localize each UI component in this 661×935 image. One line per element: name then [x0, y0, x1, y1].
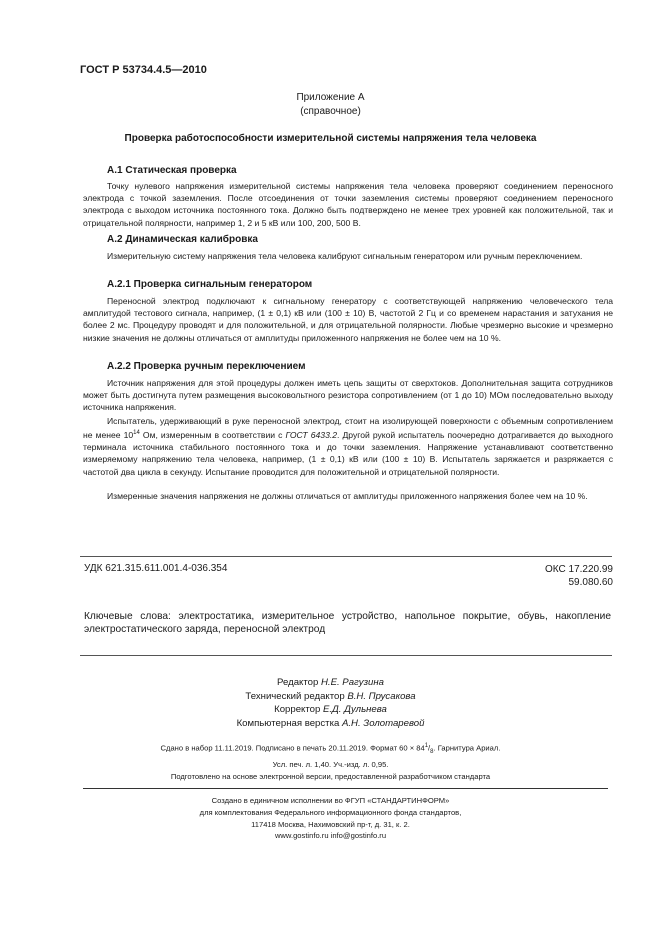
section-a1-heading: А.1 Статическая проверка [107, 165, 237, 176]
appendix-title: Приложение А [296, 92, 365, 103]
main-title: Проверка работоспособности измерительной системы напряжения тела человека [124, 133, 537, 144]
divider [80, 556, 612, 557]
divider [80, 655, 612, 656]
credits: Редактор Н.Е. Рагузина Технический редактор В.Н. Прусакова Корректор Е.Д. Дульнева Компьютерная верстка А.Н. Золотаревой [236, 677, 425, 729]
exponent: 14 [133, 430, 140, 437]
section-a22-text-3: Измеренные значения напряжения не должны отличаться от амплитуды приложенного напряжения более чем на 10 %. [107, 491, 588, 501]
divider [83, 788, 608, 789]
section-a2-text: Измерительную систему напряжения тела человека калибруют сигнальным генератором или ручным переключением. [107, 251, 583, 261]
publisher-info: Создано в единичном исполнении во ФГУП «СТАНДАРТИНФОРМ» для комплектования Федерального информационного фонда стандартов, 117418 Москва, Нахимовский пр-т, д. 31, к. 2. www.gostinfo.ru info@gostinfo.ru [199, 796, 462, 841]
oks-codes: ОКС 17.220.99 59.080.60 [545, 564, 613, 588]
section-a1-text: Точку нулевого напряжения измерительной системы напряжения тела человека проверяют соединением переносного электрода с точкой заземления. После отсоединения от точки заземления системы проверяют соединением переносного электрода с выходом источника постоянного тока. Должно быть подтверждено не менее трех уровней как положительной, так и отрицательной полярности, например 1, 2 и 5 кВ или 100, 200, 500 В. [83, 181, 613, 228]
section-a22-text-1: Источник напряжения для этой процедуры должен иметь цепь защиты от сверхтоков. Дополнительная защита сотрудников может быть достигнута путем размещения высоковольтного резистора сопротивлением (от 1 до 10) МОм последовательно выходу источника напряжения. [83, 378, 613, 413]
print-info: Сдано в набор 11.11.2019. Подписано в печать 20.11.2019. Формат $60 \times 84^1/_8$. Гарнитура Ариал. Усл. печ. л. 1,40. Уч.-изд. л. 0,95. Подготовлено на основе электронной версии, предоставленной разработчиком стандарта [160, 743, 501, 782]
udc-code: УДК 621.315.611.001.4-036.354 [84, 563, 228, 574]
appendix-subtitle: (справочное) [300, 106, 361, 117]
section-a21-heading: А.2.1 Проверка сигнальным генератором [107, 279, 313, 290]
standard-reference: ГОСТ 6433.2 [285, 430, 338, 441]
section-a22-text-2: Испытатель, удерживающий в руке переносной электрод, стоит на изолирующей поверхности с объемным сопротивлением не менее $10^{14}$ Ом, измеренным в соответствии с ГОСТ 6433.2. Другой рукой испытатель поочередно дотрагивается до выходного терминала источника стабильного постоянного тока и до точки заземления. Напряжение устанавливают соответственно измеряемому напряжению тела человека, например, (1 ± 0,1) кВ или (100 ± 10) В. Испытатель заряжается и разряжается с частотой два цикла в секунду. Испытание проводится для положительной и отрицательной полярности. [83, 416, 613, 477]
keywords: Ключевые слова: электростатика, измерительное устройство, напольное покрытие, обувь, накопление электростатического заряда, переносной электрод [84, 611, 611, 635]
section-a22-heading: А.2.2 Проверка ручным переключением [107, 361, 306, 372]
standard-number: ГОСТ Р 53734.4.5—2010 [80, 64, 207, 76]
section-a2-heading: А.2 Динамическая калибровка [107, 234, 258, 245]
section-a21-text: Переносной электрод подключают к сигнальному генератору с соответствующей напряжению человеческого тела амплитудой тестового сигнала, например, (1 ± 0,1) кВ или (100 ± 10) В, частотой 2 Гц и со временем нарастания и затухания не более 2 мс. Процедуру проводят и для положительной, и для отрицательной полярности. Любые чрезмерно высокие и чрезмерно низкие значения не должны отличаться от амплитуды приложенного напряжения не более чем на 10 %. [83, 296, 613, 343]
